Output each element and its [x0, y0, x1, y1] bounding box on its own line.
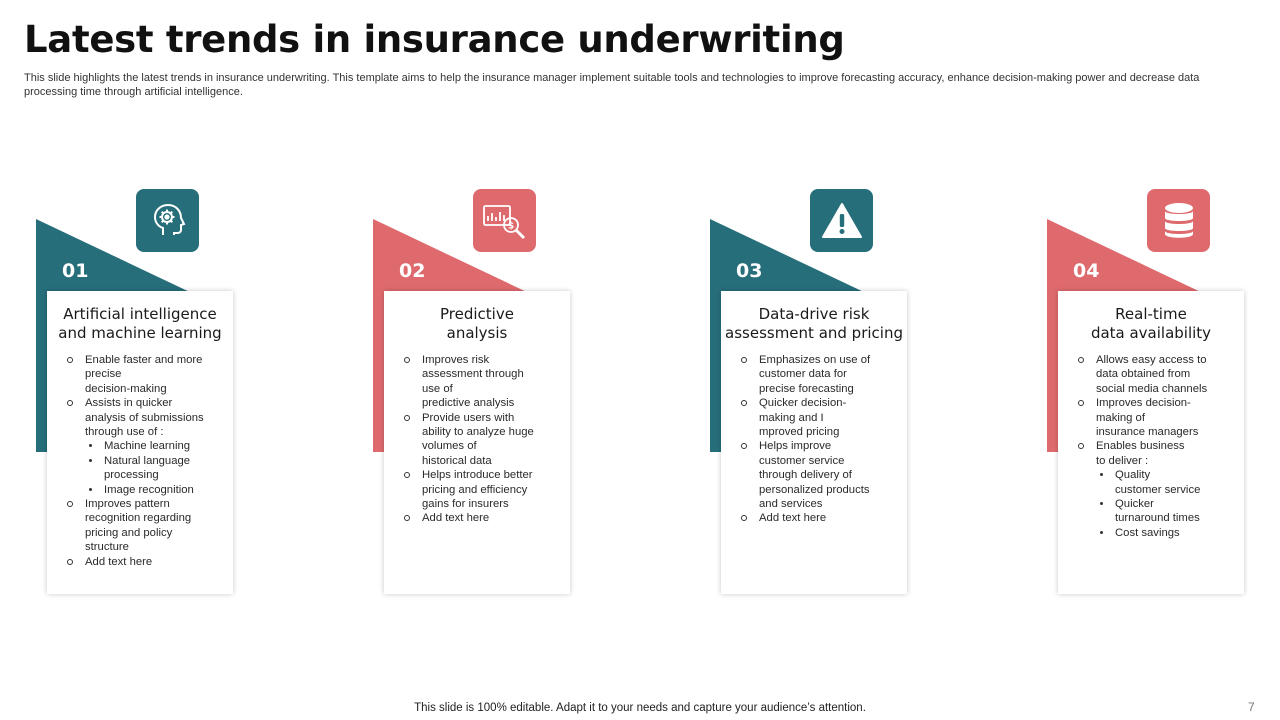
- icon-tile: [473, 189, 536, 252]
- bullet-item: Emphasizes on use of customer data for precise forecasting: [759, 353, 907, 396]
- svg-text:$: $: [507, 221, 514, 231]
- bullet-item: Add text here: [85, 555, 233, 569]
- bullet-list: [1058, 353, 1244, 540]
- ai-head-gear-icon: [148, 201, 188, 241]
- bullet-list: [721, 353, 907, 526]
- card-title: Predictive analysis: [440, 305, 514, 342]
- bullet-item: Add text here: [422, 511, 570, 525]
- bullet-item: Helps introduce better pricing and efficiency gains for insurers: [422, 468, 570, 511]
- bullet-list: [384, 353, 570, 526]
- card-title: Data-drive risk assessment and pricing: [725, 305, 903, 342]
- sub-bullet-list: [1096, 468, 1234, 540]
- icon-tile: [810, 189, 873, 252]
- sub-bullet-item: Quality customer service: [1115, 468, 1234, 497]
- chart-magnifier-dollar-icon: [481, 201, 529, 241]
- step-number: 04: [1073, 260, 1100, 282]
- sub-bullet-item: Cost savings: [1115, 526, 1234, 540]
- bullet-item: Quicker decision- making and I mproved pricing: [759, 396, 907, 439]
- trend-card: [384, 291, 570, 594]
- trend-card: [47, 291, 233, 594]
- bullet-item: Enables business to deliver : Quality customer service Quicker turnaround times Cost savings: [1096, 439, 1244, 540]
- bullet-item: Helps improve customer service through delivery of personalized products and services: [759, 439, 907, 511]
- warning-triangle-icon: [821, 202, 863, 240]
- bullet-item: Allows easy access to data obtained from social media channels: [1096, 353, 1244, 396]
- sub-bullet-item: Image recognition: [104, 483, 223, 497]
- sub-bullet-list: [85, 439, 223, 497]
- bullet-item: Improves risk assessment through use of predictive analysis: [422, 353, 570, 411]
- bullet-list: [47, 353, 233, 569]
- trend-card: [721, 291, 907, 594]
- sub-bullet-item: Natural language processing: [104, 454, 223, 483]
- card-title: Artificial intelligence and machine learning: [58, 305, 222, 342]
- page-number: 7: [1248, 700, 1255, 714]
- card-title: Real-time data availability: [1090, 305, 1212, 342]
- icon-tile: [1147, 189, 1210, 252]
- database-icon: [1162, 201, 1196, 241]
- step-number: 03: [736, 260, 763, 282]
- sub-bullet-item: Quicker turnaround times: [1115, 497, 1234, 526]
- sub-bullet-item: Machine learning: [104, 439, 223, 453]
- trend-column-02: [373, 188, 593, 608]
- trend-column-03: [710, 188, 930, 608]
- footer-note: This slide is 100% editable. Adapt it to your needs and capture your audience’s attention.: [414, 702, 866, 714]
- trend-column-01: [36, 188, 256, 608]
- step-number: 01: [62, 260, 89, 282]
- bullet-item: Assists in quicker analysis of submissions through use of : Machine learning Natural language processing Image recognition: [85, 396, 233, 497]
- bullet-item: Improves pattern recognition regarding pricing and policy structure: [85, 497, 233, 555]
- step-number: 02: [399, 260, 426, 282]
- bullet-item: Provide users with ability to analyze huge volumes of historical data: [422, 411, 570, 469]
- slide-title: Latest trends in insurance underwriting: [24, 18, 845, 61]
- trend-column-04: [1047, 188, 1267, 608]
- bullet-item: Add text here: [759, 511, 907, 525]
- slide-subtitle: This slide highlights the latest trends in insurance underwriting. This template aims to help the insurance manager implement suitable tools and technologies to improve forecasting accuracy, enhance decision-making power and decrease data processing time through artificial intelligence.: [24, 72, 1200, 98]
- icon-tile: [136, 189, 199, 252]
- trend-card: [1058, 291, 1244, 594]
- bullet-item: Enable faster and more precise decision-making: [85, 353, 233, 396]
- bullet-item: Improves decision- making of insurance managers: [1096, 396, 1244, 439]
